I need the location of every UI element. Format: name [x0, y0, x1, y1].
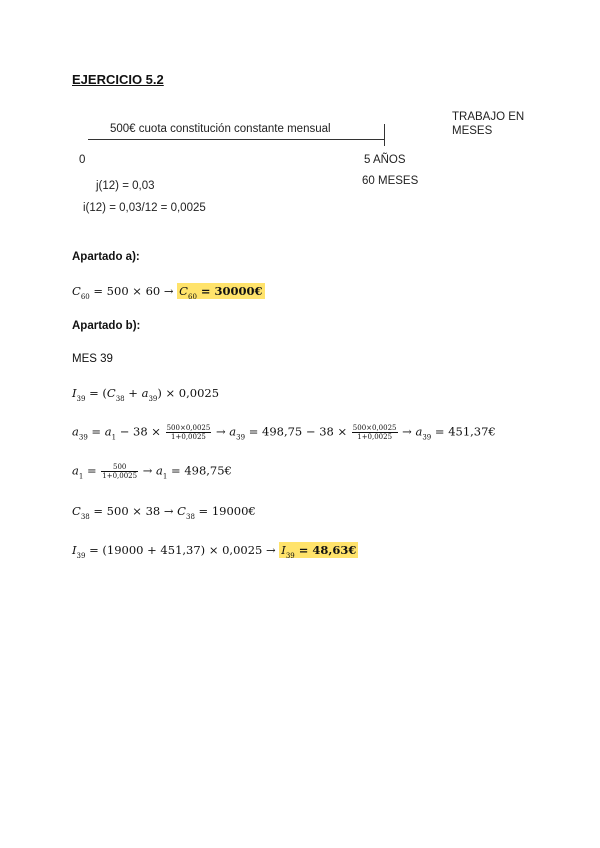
timeline-end-tick — [384, 124, 385, 146]
sub: 39 — [78, 433, 88, 442]
eq-text: + — [124, 386, 142, 400]
side-note-line1: TRABAJO EN — [452, 111, 525, 123]
sub: 1 — [78, 472, 84, 481]
effective-rate: i(12) = 0,03/12 = 0,0025 — [83, 202, 206, 214]
eq-text: = 498,75 − 38 × — [245, 424, 351, 439]
eq-text: = (19000 + 451,37) × 0,0025 → — [85, 543, 280, 557]
section-b-heading: Apartado b): — [72, 320, 141, 332]
equation-b3 — [72, 463, 232, 481]
fraction — [352, 424, 398, 441]
fraction-numerator: 500×0,0025 — [352, 424, 397, 432]
var: I — [281, 543, 286, 557]
var: a — [72, 424, 79, 439]
fraction — [166, 424, 212, 441]
fraction-denominator: 1+0,0025 — [102, 472, 138, 480]
timeline-end-years: 5 AÑOS — [364, 154, 406, 166]
sub: 39 — [285, 552, 295, 560]
equation-b1 — [72, 386, 219, 403]
timeline-label: 500€ cuota constitución constante mensual — [110, 123, 331, 135]
month-label: MES 39 — [72, 353, 113, 365]
var: a — [229, 424, 237, 439]
eq-text: ) × 0,0025 — [157, 386, 220, 400]
var: a — [104, 424, 112, 439]
equation-a — [72, 284, 265, 301]
equation-b4 — [72, 504, 256, 521]
sub: 39 — [236, 433, 246, 442]
fraction-denominator: 1+0,0025 — [357, 433, 393, 441]
sub: 1 — [111, 433, 117, 442]
sub: 39 — [76, 395, 86, 403]
eq-text: = — [83, 463, 101, 478]
var: C — [72, 504, 81, 518]
sub: 39 — [148, 395, 158, 403]
timeline-line — [88, 139, 385, 140]
highlighted-result — [177, 283, 264, 299]
fraction — [101, 463, 138, 480]
side-note-line2: MESES — [452, 125, 493, 137]
eq-text: = 498,75€ — [167, 463, 232, 478]
eq-text: = — [87, 424, 105, 439]
var: a — [72, 463, 79, 478]
var: a — [415, 424, 423, 439]
var: I — [72, 386, 77, 400]
eq-text: = 500 × 60 → — [89, 284, 178, 298]
page-title: EJERCICIO 5.2 — [72, 72, 164, 87]
result-value: = 48,63€ — [294, 543, 357, 557]
nominal-rate: j(12) = 0,03 — [96, 180, 155, 192]
result-value: = 30000€ — [196, 284, 263, 298]
timeline-end-months: 60 MESES — [362, 175, 419, 187]
fraction-numerator: 500×0,0025 — [166, 424, 211, 432]
fraction-numerator: 500 — [101, 463, 138, 472]
equation-b5 — [72, 543, 358, 560]
eq-text: = 500 × 38 → — [89, 504, 178, 518]
sub: 60 — [187, 293, 197, 301]
eq-text: = 451,37€ — [431, 424, 496, 439]
eq-text: → — [139, 463, 157, 478]
sub: 39 — [422, 433, 432, 442]
fraction-denominator: 1+0,0025 — [171, 433, 206, 441]
eq-text: → — [212, 424, 230, 439]
eq-text: = ( — [85, 386, 107, 400]
sub: 38 — [80, 513, 90, 521]
var: a — [141, 386, 149, 400]
var: I — [72, 543, 77, 557]
section-a-heading: Apartado a): — [72, 251, 140, 263]
eq-text: = 19000€ — [194, 504, 256, 518]
var: C — [106, 386, 116, 400]
sub: 38 — [115, 395, 125, 403]
equation-b2 — [72, 424, 496, 442]
eq-text: − 38 × — [116, 424, 165, 439]
var: C — [72, 284, 81, 298]
sub: 60 — [80, 293, 90, 301]
eq-text: → — [398, 424, 416, 439]
timeline-start-label: 0 — [79, 154, 86, 166]
highlighted-result — [279, 542, 358, 558]
sub: 1 — [162, 472, 168, 481]
var: C — [177, 504, 186, 518]
sub: 39 — [76, 552, 86, 560]
sub: 38 — [185, 513, 195, 521]
var: C — [179, 284, 188, 298]
var: a — [156, 463, 163, 478]
